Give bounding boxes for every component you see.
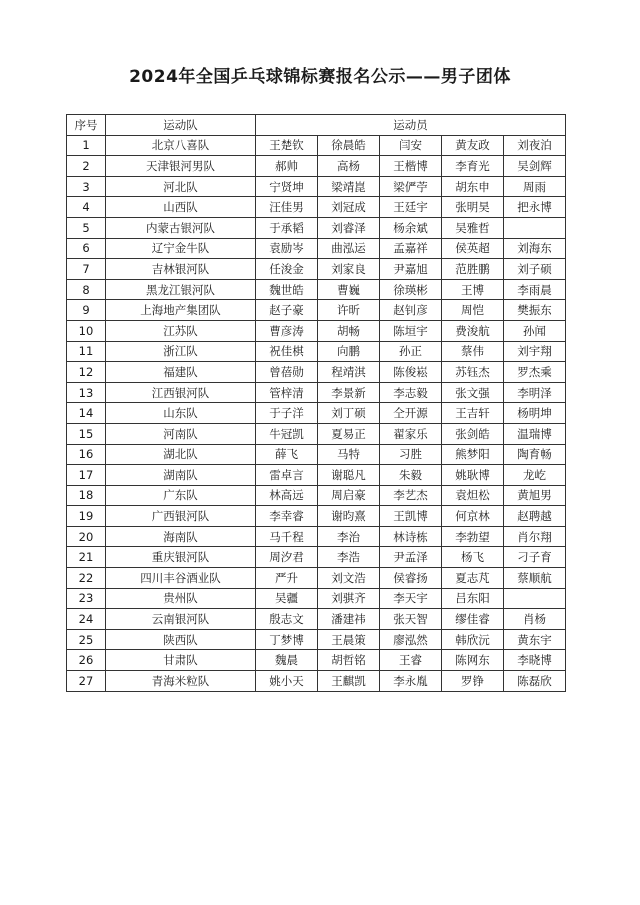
player-name: 李治: [318, 526, 380, 547]
player-name: 李浩: [318, 547, 380, 568]
player-name: 孙闻: [504, 320, 566, 341]
player-name: 陶育畅: [504, 444, 566, 465]
player-name: 王楚钦: [256, 135, 318, 156]
team-name: 河北队: [106, 176, 256, 197]
player-name: 袁励岑: [256, 238, 318, 259]
player-name: 梁靖崑: [318, 176, 380, 197]
team-name: 北京八喜队: [106, 135, 256, 156]
player-name: 张剑皓: [442, 423, 504, 444]
player-name: 李天宇: [380, 588, 442, 609]
player-name: 刘文浩: [318, 568, 380, 589]
player-name: 于子洋: [256, 403, 318, 424]
player-name: 赵子豪: [256, 300, 318, 321]
player-name: 任浚金: [256, 259, 318, 280]
player-name: 李永胤: [380, 671, 442, 692]
team-name: 福建队: [106, 362, 256, 383]
player-name: 尹嘉旭: [380, 259, 442, 280]
player-name: 李幸睿: [256, 506, 318, 527]
row-number: 5: [67, 217, 106, 238]
row-number: 6: [67, 238, 106, 259]
player-name: 温瑞博: [504, 423, 566, 444]
player-name: 张明昊: [442, 197, 504, 218]
table-row: [67, 629, 566, 650]
player-name: 薛飞: [256, 444, 318, 465]
table-row: [67, 300, 566, 321]
player-name: 梁俨苧: [380, 176, 442, 197]
row-number: 4: [67, 197, 106, 218]
table-row: [67, 341, 566, 362]
row-number: 2: [67, 156, 106, 177]
player-name: 吴雅哲: [442, 217, 504, 238]
row-number: 9: [67, 300, 106, 321]
player-name: 谢聪凡: [318, 465, 380, 486]
player-name: 牛冠凯: [256, 423, 318, 444]
table-row: [67, 403, 566, 424]
player-name: 严升: [256, 568, 318, 589]
player-name: 陈俊崧: [380, 362, 442, 383]
player-name: 尹孟泽: [380, 547, 442, 568]
row-number: 8: [67, 279, 106, 300]
player-name: 黄东宇: [504, 629, 566, 650]
player-name: 李晓博: [504, 650, 566, 671]
player-name: 丁梦博: [256, 629, 318, 650]
player-name: 胡哲铭: [318, 650, 380, 671]
player-name: 黄友政: [442, 135, 504, 156]
player-name: 姚小天: [256, 671, 318, 692]
table-row: [67, 176, 566, 197]
table-row: [67, 135, 566, 156]
player-name: 王廷宇: [380, 197, 442, 218]
player-name: 罗铮: [442, 671, 504, 692]
table-row: [67, 609, 566, 630]
player-name: 管梓清: [256, 382, 318, 403]
player-name: 向鹏: [318, 341, 380, 362]
row-number: 26: [67, 650, 106, 671]
player-name: 于承韬: [256, 217, 318, 238]
player-name: 林高远: [256, 485, 318, 506]
player-name: 程靖淇: [318, 362, 380, 383]
player-name: 刘夜泊: [504, 135, 566, 156]
player-name: 苏钰杰: [442, 362, 504, 383]
table-row: [67, 506, 566, 527]
player-name: 夏志芃: [442, 568, 504, 589]
player-name: 廖泓然: [380, 629, 442, 650]
player-name: [504, 588, 566, 609]
player-name: 赵聘越: [504, 506, 566, 527]
table-row: [67, 197, 566, 218]
player-name: 许昕: [318, 300, 380, 321]
player-name: 闫安: [380, 135, 442, 156]
team-name: 贵州队: [106, 588, 256, 609]
table-row: [67, 588, 566, 609]
team-name: 山西队: [106, 197, 256, 218]
table-row: [67, 156, 566, 177]
row-number: 24: [67, 609, 106, 630]
player-name: 祝佳棋: [256, 341, 318, 362]
player-name: 刘宇翔: [504, 341, 566, 362]
page-title: 2024年全国乒乓球锦标赛报名公示——男子团体: [129, 67, 511, 87]
player-name: 徐瑛彬: [380, 279, 442, 300]
player-name: 曹巍: [318, 279, 380, 300]
player-name: 费浚航: [442, 320, 504, 341]
player-name: 高杨: [318, 156, 380, 177]
player-name: 樊振东: [504, 300, 566, 321]
player-name: 潘建祎: [318, 609, 380, 630]
player-name: 曾蓓勋: [256, 362, 318, 383]
player-name: 陈垣宇: [380, 320, 442, 341]
row-number: 15: [67, 423, 106, 444]
player-name: 杨明坤: [504, 403, 566, 424]
roster-body: [67, 135, 566, 691]
player-name: 杨飞: [442, 547, 504, 568]
table-row: [67, 671, 566, 692]
team-name: 山东队: [106, 403, 256, 424]
player-name: 侯英超: [442, 238, 504, 259]
table-row: [67, 485, 566, 506]
player-name: 陈磊欣: [504, 671, 566, 692]
player-name: 罗杰乘: [504, 362, 566, 383]
player-name: 胡东申: [442, 176, 504, 197]
player-name: 习胜: [380, 444, 442, 465]
player-name: 雷卓言: [256, 465, 318, 486]
player-name: 刁子育: [504, 547, 566, 568]
table-row: [67, 238, 566, 259]
row-number: 11: [67, 341, 106, 362]
player-name: 周启豪: [318, 485, 380, 506]
player-name: 汪佳男: [256, 197, 318, 218]
row-number: 12: [67, 362, 106, 383]
player-name: 马千程: [256, 526, 318, 547]
player-name: 魏世皓: [256, 279, 318, 300]
player-name: 刘子硕: [504, 259, 566, 280]
player-name: 刘家良: [318, 259, 380, 280]
player-name: 曹彦涛: [256, 320, 318, 341]
player-name: 马特: [318, 444, 380, 465]
player-name: 杨余斌: [380, 217, 442, 238]
row-number: 19: [67, 506, 106, 527]
player-name: 魏晨: [256, 650, 318, 671]
player-name: 曲泓运: [318, 238, 380, 259]
player-name: 侯睿扬: [380, 568, 442, 589]
team-name: 内蒙古银河队: [106, 217, 256, 238]
player-name: 缪佳睿: [442, 609, 504, 630]
player-name: 张文强: [442, 382, 504, 403]
player-name: 王吉轩: [442, 403, 504, 424]
player-name: 吕东阳: [442, 588, 504, 609]
team-name: 河南队: [106, 423, 256, 444]
row-number: 7: [67, 259, 106, 280]
player-name: 孟嘉祥: [380, 238, 442, 259]
row-number: 20: [67, 526, 106, 547]
player-name: 肖杨: [504, 609, 566, 630]
player-name: 陈网东: [442, 650, 504, 671]
player-name: 王麒凯: [318, 671, 380, 692]
player-name: 殷志文: [256, 609, 318, 630]
row-number: 25: [67, 629, 106, 650]
player-name: 刘丁硕: [318, 403, 380, 424]
table-row: [67, 547, 566, 568]
team-name: 湖南队: [106, 465, 256, 486]
player-name: 韩欣沅: [442, 629, 504, 650]
player-name: 蔡顺航: [504, 568, 566, 589]
player-name: 吴剑辉: [504, 156, 566, 177]
team-name: 吉林银河队: [106, 259, 256, 280]
header-no: 序号: [67, 115, 106, 136]
table-row: [67, 279, 566, 300]
table-row: [67, 320, 566, 341]
team-name: 四川丰谷酒业队: [106, 568, 256, 589]
row-number: 13: [67, 382, 106, 403]
player-name: 李明泽: [504, 382, 566, 403]
player-name: 夏易正: [318, 423, 380, 444]
row-number: 10: [67, 320, 106, 341]
player-name: 谢昀熹: [318, 506, 380, 527]
team-name: 广西银河队: [106, 506, 256, 527]
player-name: 周汐君: [256, 547, 318, 568]
player-name: 袁炟松: [442, 485, 504, 506]
player-name: 刘冠成: [318, 197, 380, 218]
player-name: 把永博: [504, 197, 566, 218]
row-number: 16: [67, 444, 106, 465]
player-name: 李雨晨: [504, 279, 566, 300]
table-row: [67, 382, 566, 403]
player-name: 周雨: [504, 176, 566, 197]
player-name: 黄旭男: [504, 485, 566, 506]
team-name: 重庆银河队: [106, 547, 256, 568]
team-name: 黑龙江银河队: [106, 279, 256, 300]
team-name: 江苏队: [106, 320, 256, 341]
row-number: 3: [67, 176, 106, 197]
table-row: [67, 423, 566, 444]
row-number: 14: [67, 403, 106, 424]
row-number: 22: [67, 568, 106, 589]
player-name: 胡畅: [318, 320, 380, 341]
row-number: 18: [67, 485, 106, 506]
player-name: 王博: [442, 279, 504, 300]
row-number: 27: [67, 671, 106, 692]
player-name: 王睿: [380, 650, 442, 671]
table-row: [67, 362, 566, 383]
player-name: 刘骐齐: [318, 588, 380, 609]
player-name: 赵钊彦: [380, 300, 442, 321]
player-name: 何京林: [442, 506, 504, 527]
team-name: 上海地产集团队: [106, 300, 256, 321]
team-name: 广东队: [106, 485, 256, 506]
table-row: [67, 568, 566, 589]
table-row: [67, 259, 566, 280]
team-name: 湖北队: [106, 444, 256, 465]
player-name: 王凯博: [380, 506, 442, 527]
team-name: 陕西队: [106, 629, 256, 650]
team-name: 辽宁金牛队: [106, 238, 256, 259]
player-name: [504, 217, 566, 238]
team-name: 浙江队: [106, 341, 256, 362]
team-name: 天津银河男队: [106, 156, 256, 177]
player-name: 林诗栋: [380, 526, 442, 547]
player-name: 李志毅: [380, 382, 442, 403]
player-name: 仝开源: [380, 403, 442, 424]
table-header-row: [67, 115, 566, 136]
player-name: 李育光: [442, 156, 504, 177]
player-name: 孙正: [380, 341, 442, 362]
header-players: 运动员: [256, 115, 566, 136]
table-row: [67, 217, 566, 238]
table-row: [67, 465, 566, 486]
team-name: 江西银河队: [106, 382, 256, 403]
player-name: 李勃望: [442, 526, 504, 547]
row-number: 1: [67, 135, 106, 156]
player-name: 蔡伟: [442, 341, 504, 362]
player-name: 刘睿泽: [318, 217, 380, 238]
player-name: 李景新: [318, 382, 380, 403]
player-name: 翟家乐: [380, 423, 442, 444]
player-name: 肖尔翔: [504, 526, 566, 547]
team-name: 青海米粒队: [106, 671, 256, 692]
team-name: 海南队: [106, 526, 256, 547]
header-team: 运动队: [106, 115, 256, 136]
player-name: 龙屹: [504, 465, 566, 486]
player-name: 张天智: [380, 609, 442, 630]
row-number: 21: [67, 547, 106, 568]
player-name: 徐晨皓: [318, 135, 380, 156]
player-name: 宁贤坤: [256, 176, 318, 197]
player-name: 郝帅: [256, 156, 318, 177]
player-name: 姚耿博: [442, 465, 504, 486]
table-row: [67, 444, 566, 465]
team-name: 甘肃队: [106, 650, 256, 671]
row-number: 17: [67, 465, 106, 486]
player-name: 王晨策: [318, 629, 380, 650]
roster-table: [66, 114, 566, 692]
player-name: 范胜鹏: [442, 259, 504, 280]
player-name: 王楷博: [380, 156, 442, 177]
table-row: [67, 526, 566, 547]
player-name: 熊梦阳: [442, 444, 504, 465]
player-name: 刘海东: [504, 238, 566, 259]
row-number: 23: [67, 588, 106, 609]
team-name: 云南银河队: [106, 609, 256, 630]
table-row: [67, 650, 566, 671]
player-name: 周恺: [442, 300, 504, 321]
player-name: 朱毅: [380, 465, 442, 486]
player-name: 吴疆: [256, 588, 318, 609]
player-name: 李艺杰: [380, 485, 442, 506]
